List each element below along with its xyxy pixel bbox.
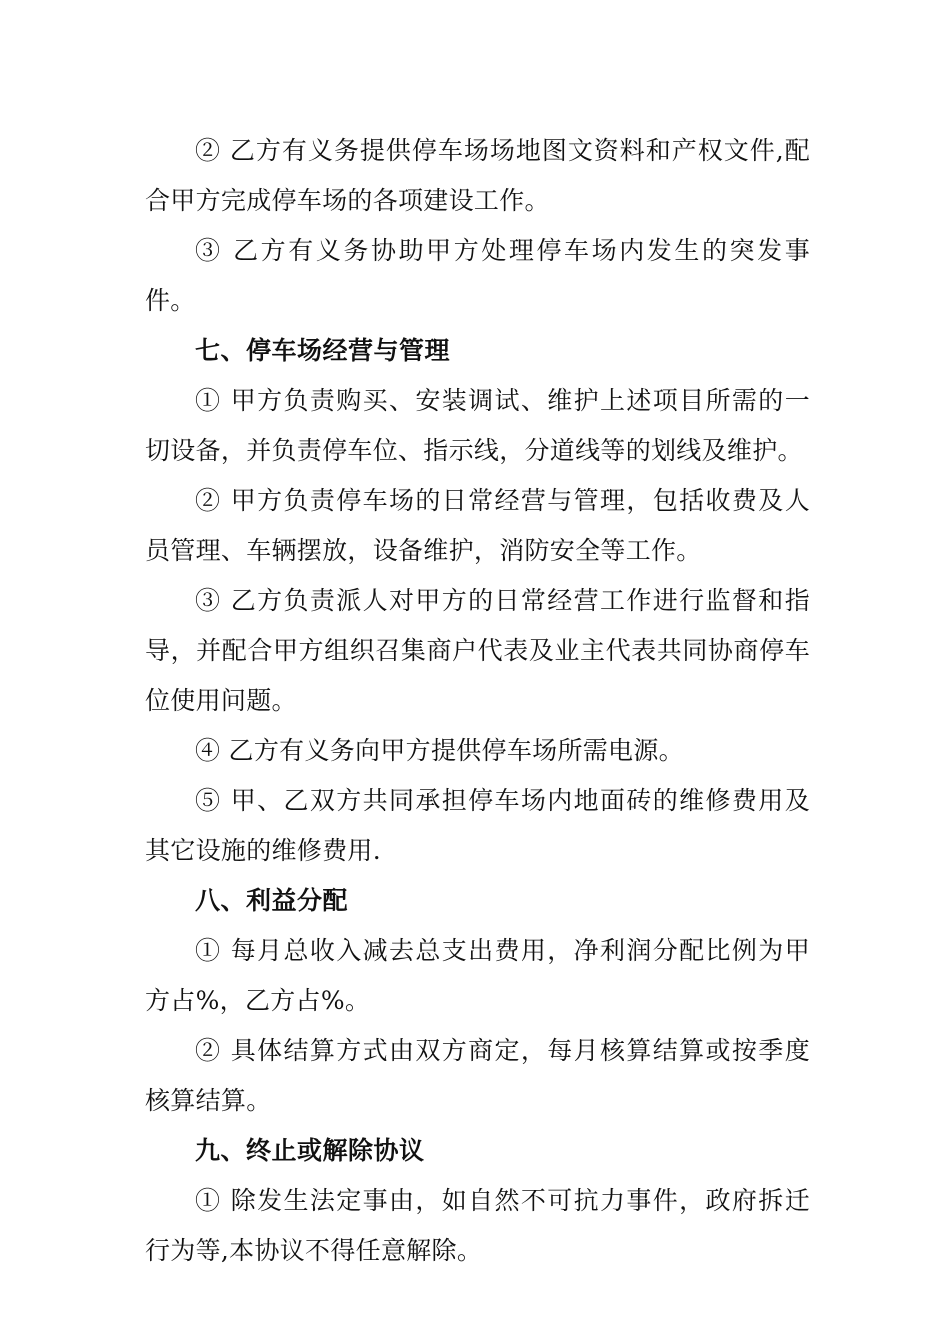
clause-7-item-5: ⑤ 甲、乙双方共同承担停车场内地面砖的维修费用及其它设施的维修费用. (145, 786, 810, 865)
clause-6-item-3: ③ 乙方有义务协助甲方处理停车场内发生的突发事件。 (145, 236, 810, 315)
clause-7-item-1: ① 甲方负责购买、安装调试、维护上述项目所需的一切设备，并负责停车位、指示线，分道线等的划线及维护。 (145, 386, 810, 465)
clause-9-item-1: ① 除发生法定事由，如自然不可抗力事件，政府拆迁行为等,本协议不得任意解除。 (145, 1186, 810, 1265)
clause-8-item-2: ② 具体结算方式由双方商定，每月核算结算或按季度核算结算。 (145, 1036, 810, 1115)
section-heading-8: 八、利益分配 (195, 886, 349, 915)
clause-7-item-3: ③ 乙方负责派人对甲方的日常经营工作进行监督和指导，并配合甲方组织召集商户代表及业主代表共同协商停车位使用问题。 (145, 586, 810, 715)
section-heading-7: 七、停车场经营与管理 (195, 336, 451, 365)
clause-8-item-1: ① 每月总收入减去总支出费用，净利润分配比例为甲方占%，乙方占%。 (145, 936, 810, 1015)
clause-6-item-2: ② 乙方有义务提供停车场场地图文资料和产权文件,配合甲方完成停车场的各项建设工作。 (145, 136, 810, 215)
section-heading-9: 九、终止或解除协议 (195, 1136, 425, 1165)
clause-7-item-2: ② 甲方负责停车场的日常经营与管理，包括收费及人员管理、车辆摆放，设备维护，消防安全等工作。 (145, 486, 810, 565)
clause-7-item-4: ④ 乙方有义务向甲方提供停车场所需电源。 (195, 736, 684, 765)
document-body (145, 126, 810, 1276)
